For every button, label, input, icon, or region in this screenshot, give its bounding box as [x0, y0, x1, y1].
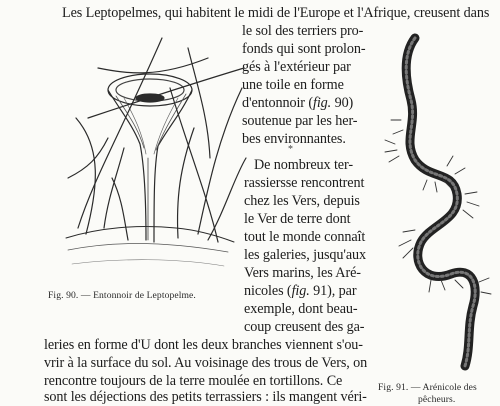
text-line: une toile en forme [242, 77, 344, 93]
text-line: le Ver de terre dont [244, 211, 351, 227]
text-line: rassiersse rencontrent [244, 175, 365, 191]
text-line: Vers marins, les Aré- [244, 265, 361, 281]
text-line: nicoles (fig. 91), par [244, 283, 357, 299]
figure-91-caption: Fig. 91. — Arénicole des [378, 382, 477, 393]
text-line: coup creusent des ga- [244, 319, 365, 335]
text-line: fonds qui sont prolon- [242, 41, 366, 57]
figure-reference: fig. [313, 95, 332, 111]
text-line: De nombreux ter- [254, 157, 353, 173]
text-line: tout le monde connaît [244, 229, 366, 245]
text-line: d'entonnoir (fig. 90) [242, 95, 354, 111]
lugworm-illustration [375, 34, 495, 374]
text-line: rencontre toujours de la terre moulée en tortillons. Ce [44, 373, 343, 389]
text-line: le sol des terriers pro- [242, 23, 364, 39]
text-line: soutenue par les her- [242, 113, 358, 129]
figure-reference: fig. [291, 283, 310, 299]
funnel-web-nest-illustration [58, 28, 248, 290]
text-line: bes environnantes. [242, 131, 346, 147]
text-line: gés à l'extérieur par [242, 59, 351, 75]
text-line: chez les Vers, depuis [244, 193, 360, 209]
text-line: les galeries, jusqu'aux [244, 247, 367, 263]
text-line: sont les déjections des petits terrassiers : ils mangent véri- [44, 389, 367, 405]
text-line: exemple, dont beau- [244, 301, 358, 317]
figure-91-caption-continued: pêcheurs. [418, 394, 456, 405]
text-line: vrir à la surface du sol. Au voisinage des trous de Vers, on [44, 355, 368, 371]
text-line: leries en forme d'U dont les deux branches viennent s'ou- [44, 337, 363, 353]
figure-90-caption: Fig. 90. — Entonnoir de Leptopelme. [48, 290, 196, 301]
text-line: Les Leptopelmes, qui habitent le midi de l'Europe et l'Afrique, creusent dans [62, 5, 490, 21]
section-separator: * [288, 144, 293, 155]
